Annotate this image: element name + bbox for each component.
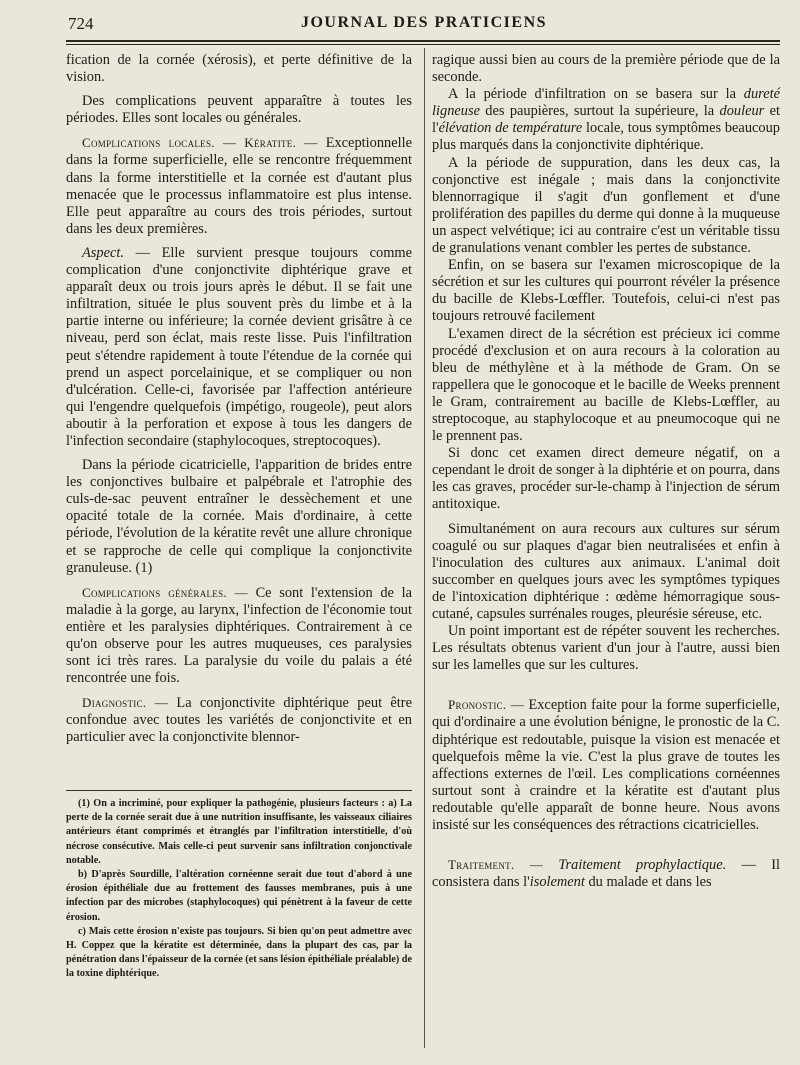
paragraph-traitement: Traitement. — Traitement prophylactique. — Il consistera dans l'isolement du malade et dans les: [432, 857, 780, 891]
paragraph: L'examen direct de la sécrétion est précieux ici comme procédé d'exclusion et on aura recours à la coloration au bleu de méthylène et à la méthode de Gram. On se rappellera que le gonocoque et le bacille de Weeks prennent le Gram, contrairement au bacille de Klebs-Lœffler, au streptocoque, au staphylocoque et au pneumocoque qui ne le prennent pas.: [432, 325, 780, 445]
footnote-rule: [66, 790, 412, 791]
paragraph: Simultanément on aura recours aux cultures sur sérum coagulé ou sur plaques d'agar bien neutralisées et enfin à l'inoculation des cultures aux animaux. L'animal doit succomber en quelques jours avec les symptômes typiques de l'intoxication diphtérique : œdème hémorragique sous-cutané, capsules surrénales rouges, pleurésie séreuse, etc.: [432, 520, 780, 622]
paragraph: Enfin, on se basera sur l'examen microscopique de la sécrétion et sur les cultures qui pourront révéler la présence du bacille de Klebs-Lœffler. Toutefois, celui-ci n'est pas toujours retrouvé facilement: [432, 257, 780, 325]
paragraph-aspect: Aspect. — Elle survient presque toujours comme complication d'une conjonctivite diphtérique grave et apparaît deux ou trois jours après le début. Il se fait une infiltration, située le plus souvent près du limbe et à la partie interne ou inférieure; la cornée devient grisâtre à ce niveau, perd son éclat, mais reste lisse. Puis l'infiltration peut s'étendre rapidement à toute l'étendue de la cornée qui prend un aspect porcelainique, et se compliquer ou non d'ulcération. Celle-ci, favorisée par l'affection antérieure qui l'engendre quelquefois (impétigo, rougeole), peut alors aboutir à la perforation et expose à tous les dangers de l'infection secondaire (staphylocoques, streptocoques).: [66, 244, 412, 449]
header-rule-thin: [66, 44, 780, 45]
section-heading: Traitement. —: [448, 857, 544, 873]
paragraph: A la période de suppuration, dans les deux cas, la conjonctive est inégale ; mais dans la conjonctivite blennorragique il s'agit d'un gonflement et d'une prolifération des papilles du derme qui donne à la muqueuse un aspect velvétique; ici au contraire c'est un véritable tissu de granulations venant combler les pertes de substance.: [432, 154, 780, 257]
section-heading: Complications générales. —: [82, 584, 248, 600]
section-heading: Complications locales. — Kératite. —: [82, 135, 318, 151]
section-heading: Diagnostic. —: [82, 695, 169, 711]
paragraph: Des complications peuvent apparaître à toutes les périodes. Elles sont locales ou générales.: [66, 93, 412, 127]
paragraph-keratite: Complications locales. — Kératite. — Exceptionnelle dans la forme superficielle, elle se rencontre fréquemment dans la forme interstitielle et la cornée est d'autant plus menacée que le processus inflammatoire est plus intense. Elle peut apparaître au cours des trois périodes, surtout dans les deux premières.: [66, 135, 412, 237]
footnote: c) Mais cette érosion n'existe pas toujours. Si bien qu'on peut admettre avec H. Coppez que la kératite est déterminée, dans la plupart des cas, par la pénétration dans l'épaisseur de la cornée (et sans lésion épithéliale préalable) de la toxine diphtérique.: [66, 925, 412, 980]
paragraph-complications-generales: Complications générales. — Ce sont l'extension de la maladie à la gorge, au larynx, l'infection de l'économie tout entière et les paralysies diphtériques. Contrairement à ce qu'on observe pour les autres muqueuses, ces paralysies sont ici très rares. La paralysie du voile du palais a été rencontrée une fois.: [66, 584, 412, 687]
paragraph: Si donc cet examen direct demeure négatif, on a cependant le droit de songer à la diphtérie et on pourra, dans les cas graves, procéder sur-le-champ à l'injection de sérum antitoxique.: [432, 445, 780, 513]
footnote: b) D'après Sourdille, l'altération cornéenne serait due tout d'abord à une érosion épithéliale due au frottement des fausses membranes, puis à une infection par des microbes (staphylocoques) qui pénètrent à la faveur de cette érosion.: [66, 869, 412, 923]
section-heading: Pronostic. —: [448, 697, 525, 713]
paragraph: Dans la période cicatricielle, l'apparition de brides entre les conjonctives bulbaire et palpébrale et l'atrophie des culs-de-sac peuvent entraîner le dessèchement et une opacité totale de la cornée. Mais d'ordinaire, à cette période, l'évolution de la kératite revêt une allure chronique et se rapproche de celle qui complique la conjonctivite granuleuse. (1): [66, 457, 412, 576]
paragraph-diagnostic: Diagnostic. — La conjonctivite diphtérique peut être confondue avec toutes les variétés de conjonctivite et en particulier avec la conjonctivite blennor-: [66, 695, 412, 746]
paragraph: A la période d'infiltration on se basera sur la dureté ligneuse des paupières, surtout la supérieure, la douleur et l'élévation de température locale, tous symptômes beaucoup plus marqués dans la conjonctivite diphtérique.: [432, 86, 780, 154]
section-heading: Aspect.: [82, 244, 124, 261]
page-number: 724: [68, 14, 94, 33]
right-column: [432, 52, 780, 891]
footnote: (1) On a incriminé, pour expliquer la pathogénie, plusieurs facteurs : a) La perte de la cornée serait due à une nutrition insuffisante, les vaisseaux ciliaires antérieurs étant comprimés et étranglés par l'infiltration interstitielle, d'où nécrose consécutive. Mais celle-ci peut survenir sans infiltration conjonctivale notable.: [66, 798, 412, 866]
paragraph-pronostic: Pronostic. — Exception faite pour la forme superficielle, qui d'ordinaire a une évolution bénigne, le pronostic de la C. diphtérique est redoutable, puisque la vision est menacée et quelquefois même la vie. C'est la plus grave de toutes les affections externes de l'œil. Les complications cornéennes surtout sont à craindre et la kératite est d'autant plus redoutable qu'elle apparaît de bonne heure. Nous avons insisté sur les conséquences des rétractions cicatricielles.: [432, 697, 780, 834]
running-title: JOURNAL DES PRATICIENS: [300, 14, 548, 31]
paragraph: ragique aussi bien au cours de la première période que de la seconde.: [432, 52, 780, 86]
page-header: [68, 14, 780, 38]
column-divider: [424, 48, 425, 1048]
left-column: [66, 52, 412, 747]
paragraph: Un point important est de répéter souvent les recherches. Les résultats obtenus varient d'un jour à l'autre, aussi bien sur les lamelles que sur les cultures.: [432, 623, 780, 674]
header-rule: [66, 40, 780, 42]
footnotes: [66, 797, 412, 982]
paragraph: fication de la cornée (xérosis), et perte définitive de la vision.: [66, 52, 412, 86]
